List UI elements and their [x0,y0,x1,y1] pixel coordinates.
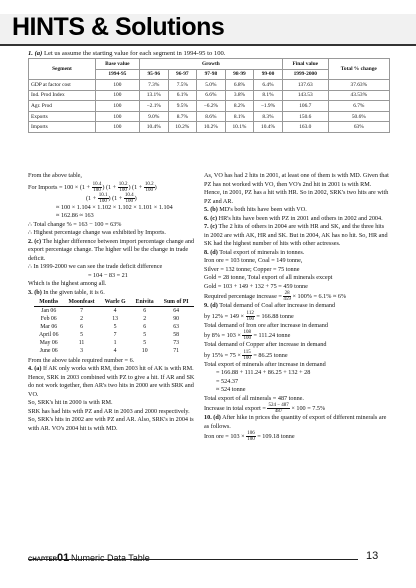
table-cell: 8.1% [225,111,253,122]
frac-num: 115 [243,349,251,355]
table-cell: 63% [328,122,389,133]
table-cell: 43.53% [328,90,389,101]
q-text: In the given table, it is 6. [43,288,105,296]
table-cell: 4 [113,307,117,314]
table-cell: 71 [173,347,180,354]
table-cell: 7 [113,331,117,338]
frac-num: 10.4 [124,192,134,198]
q-part: (b) [34,288,42,296]
frac-num: 28 [284,291,290,296]
segment-name-cell: Ind. Prod Index [29,90,96,101]
page-footer [0,548,416,588]
q10 [204,414,389,431]
text-line: Increase in total export = [204,404,266,412]
frac-num: 10.4 [92,181,102,187]
fraction [124,193,135,204]
table-cell: 8.2% [225,101,253,112]
table-cell: April 06 [39,331,59,338]
q-text: If AK only works with RM, then 2003 hit of AK is with RM. [42,365,194,372]
table-cell: 13.1% [139,90,168,101]
segment-name-cell: Agr. Prod [29,101,96,112]
page-number: 13 [366,550,379,562]
q-number: 6. [204,214,209,222]
table-cell: 143.53 [282,90,328,101]
table-cell: 10.2% [168,122,196,133]
fraction [98,193,109,204]
table-cell: 6.7% [328,101,389,112]
frac-num: 10.2 [144,181,154,187]
table-row [29,80,390,91]
q-number: 3. [28,288,33,296]
q4 [28,365,198,374]
table-cell: −2.1% [139,101,168,112]
q1-text: Let us assume the starting value for each segment in 1994-95 to 100. [43,50,226,57]
q8 [204,249,389,258]
th-year: 97-98 [196,69,225,80]
th-year: 95-96 [139,69,168,80]
table-cell: 5 [113,323,117,330]
table-row [34,339,194,347]
text-line: = 86.25 tonne [253,351,288,359]
table-cell: 10.4% [139,122,168,133]
frac-den: 100 [247,437,255,442]
q-text: HR's hits have been with PZ in 2001 and others in 2002 and 2004. [218,214,383,222]
mf-header: Enivita [131,299,159,306]
mf-header: Moonfeast [63,299,99,306]
q8-formula [204,291,389,302]
frac-den: 100 [93,187,101,193]
text-line: = 166.88 + 111.24 + 86.25 + 132 + 28 [216,369,311,376]
right-column [204,172,389,442]
frac-den: 100 [119,187,127,193]
q-part: (c) [210,214,218,222]
text-line: Hence, SRK in 2003 combined with PZ to give a hit. If AR and SK do not work together, then AR's two hits in 2000 are with SRK and VO. [28,373,195,398]
q-text: Total export of minerals in tonnes. [219,248,305,256]
table-row [34,331,194,339]
chapter-label [28,552,150,564]
th-base: Base value [95,59,139,70]
q9-formula [204,330,389,341]
fraction [283,291,291,302]
text-line: ∴ In 1999-2000 we can see the trade deficit difference [28,263,163,270]
segment-name-cell: Exports [29,111,96,122]
imports-formula-cont: (1 + $\frac{10.1}{100}$ ) (1 + $\frac{10.4}{100}$ ) [86,192,137,204]
q1-intro [28,50,225,57]
table-row [29,122,390,133]
table-cell: Jan 06 [41,307,57,314]
table-cell: 3 [80,347,83,354]
text-line: ≈ 162.86 ≈ 163 [56,212,94,219]
q10-formula [204,431,389,442]
text-line: × 100 = 7.5% [291,404,326,412]
table-cell: 10.4% [254,122,283,133]
frac-den: 487 [274,409,283,414]
frac-num: 10.1 [98,192,108,198]
table-row [29,90,390,101]
q-part: (c) [34,237,42,245]
text-line: Iron ore = 103 tonne, Coal = 149 tonne, [204,257,303,264]
table-cell: 137.63 [282,80,328,91]
table-cell: June 06 [39,347,58,354]
months-table [34,299,194,355]
table-cell: 5 [143,331,147,338]
q-number: 10. [204,414,212,421]
table-cell: 5 [80,331,83,338]
text-line: Total export of minerals after increase in demand [204,360,326,368]
q9-formula [204,311,389,322]
th-year: 98-99 [225,69,253,80]
frac-num: 112 [246,310,254,316]
text-line: by 15% = 75 × [204,351,241,359]
frac-den: 100 [99,198,107,204]
fraction [242,330,252,341]
table-cell: 4 [113,347,117,354]
q-number: 4. [28,365,33,372]
table-row [34,347,194,355]
text-line: Required percentage increase = [204,292,282,300]
q-part: (b) [210,206,218,213]
table-cell: 10.2% [196,122,225,133]
mf-header: Sum of PI [159,299,194,306]
frac-den: 100 [125,198,133,204]
text-line: = 166.88 tonne [256,312,294,320]
left-column [28,172,198,433]
q-number: 7. [204,223,209,230]
table-cell: 6 [143,323,147,330]
table-row [34,315,194,323]
text-line: From the above table, [28,172,82,179]
q-text: Total demand of Coal after increase in demand [219,302,336,309]
text-line: Total export of all minerals = 487 tonne. [204,394,304,402]
th-year: 99-00 [254,69,283,80]
table-cell: May 06 [39,339,58,346]
imports-formula: For Imports = 100 × (1 + $\frac{10.4}{100}$ ) (1 + $\frac{10.2}{100}$ ) (1 + $\frac{10.2}{100}$ ) [28,181,157,193]
th-final: Final value [282,59,328,70]
table-cell: 100 [95,80,139,91]
table-cell: 6.8% [225,80,253,91]
chapter-number: 01 [57,552,70,564]
fraction [144,182,155,193]
text-line: Iron ore = 103 × [204,432,245,440]
q-part: (c) [210,223,218,230]
q9-formula [204,350,389,361]
table-cell: 150.6 [282,111,328,122]
text-line: by 8% = 103 × [204,331,241,339]
q-number: 8. [204,248,209,256]
growth-table [28,58,390,133]
table-cell: 7 [80,307,83,314]
table-cell: 106.7 [282,101,328,112]
table-cell: 163.0 [282,122,328,133]
table-cell: 90 [173,315,180,322]
q2 [28,238,198,264]
text-line: ∴ Highest percentage change was exhibited by Imports. [28,229,166,236]
q9 [204,302,389,311]
table-cell: 5 [143,339,147,346]
q-number: 5. [204,206,209,213]
table-cell: 63 [173,323,180,330]
segment-name-cell: GDP at factor cost [29,80,96,91]
table-cell: 7.5% [168,80,196,91]
q1-number: 1. [28,50,33,57]
mf-header: Warle G [100,299,131,306]
table-cell: 58 [173,331,180,338]
frac-den: 100 [145,187,153,193]
q-part: (a) [34,365,42,372]
chapter-word: CHAPTER [28,557,58,563]
text-line: × 100% = 6.1% ≈ 6% [292,292,347,300]
table-cell: 11 [78,339,85,346]
table-cell: 8.3% [254,111,283,122]
table-cell: 100 [95,90,139,101]
frac-num: 108 [243,330,251,335]
q9-formula [204,403,389,414]
table-cell: 2 [80,315,83,322]
table-cell: 64 [173,307,180,314]
table-cell: 50.6% [328,111,389,122]
table-cell: 9.5% [168,101,196,112]
fraction [118,182,129,193]
page-title: HINTS & Solutions [12,13,225,41]
fraction [92,182,103,193]
th-segment: Segment [29,59,96,80]
table-cell: 6 [143,307,147,314]
table-cell: 7.3% [139,80,168,91]
text-line: Gold = 28 tonne, Total export of all minerals except [204,274,333,281]
table-cell: 6 [80,323,83,330]
table-cell: 6.1% [168,90,196,101]
table-cell: −6.2% [196,101,225,112]
q6 [204,215,389,224]
q-part: (d) [210,302,218,309]
th-growth: Growth [139,59,282,70]
table-cell: 13 [112,315,119,322]
table-cell: Mar 06 [40,323,58,330]
chapter-name: Numeric Data Table [70,553,150,563]
table-cell: 100 [95,111,139,122]
text-line: ∴ Total change % = 163 − 100 = 63% [28,220,122,228]
frac-den: 100 [243,355,251,361]
frac-num: 524 − 487 [268,403,289,408]
text-line: ≈ 524 tonne [216,386,246,393]
table-cell: 8.6% [196,111,225,122]
table-cell: 3.8% [225,90,253,101]
text-line: Gold = 103 + 149 + 132 + 75 = 459 tonne [204,282,308,290]
text-line: = 104 − 83 = 21 [88,271,128,279]
footer-rule [28,559,358,560]
text-line: So, SRK's hit in 2000 is with RM. [28,399,113,406]
frac-den: 459 [283,297,291,302]
q1-part: (a) [34,50,43,57]
table-cell: 1 [113,339,117,346]
q-text: MD's both hits have been with VO. [219,206,307,213]
text-line: = 524.37 [216,377,239,385]
text-line: From the above table required number = 6. [28,356,135,364]
table-cell: 9.0% [139,111,168,122]
segment-name-cell: Imports [29,122,96,133]
th-year: 1999-2000 [282,69,328,80]
frac-den: 100 [246,316,254,322]
table-cell: 5.0% [196,80,225,91]
table-cell: 6.4% [254,80,283,91]
frac-num: 10.2 [118,181,128,187]
table-row [34,306,194,315]
text-line: = 111.24 tonne [253,331,291,339]
th-total: Total % change [328,59,389,80]
q-number: 9. [204,302,209,309]
table-cell: −1.9% [254,101,283,112]
table-cell: 100 [95,101,139,112]
frac-num: 106 [247,431,255,436]
table-cell: 73 [173,339,180,346]
table-cell: 100 [95,122,139,133]
table-cell: 8.7% [168,111,196,122]
q-part: (d) [213,414,221,421]
text-line: ≈ 100 × 1.104 × 1.102 × 1.102 × 1.101 × 1.104 [56,203,173,211]
q-text: The higher difference between import percentage change and export percentage change. The higher will be the change in trade deficit. [28,237,195,262]
q-number: 2. [28,237,33,245]
q-part: (d) [210,248,218,256]
table-cell: 2 [143,315,147,322]
mf-header: Months [34,299,63,306]
q-text: The 2 hits of others in 2004 are with HR and SK, and the three hits in 2002 are with AK, HR and SK. But in 2004, AK has no hit. So, HR and SK had the highest number of hits with other actresses. [204,223,388,247]
text-line: As, VO has had 2 hits in 2001, at least one of them is with MD. Given that PZ has not worked with VO, then VO's 2nd hit in 2001 is with RM. Hence, in 2001, PZ has a hit with HR. So in 2002, SRK's two hits are with PZ and AR. [204,172,389,205]
text-line: Total demand of Copper after increase in demand [204,341,327,348]
fraction [242,350,251,361]
table-cell: 8.1% [254,90,283,101]
th-year: 96-97 [168,69,196,80]
text-line: Total demand of Iron ore after increase in demand [204,321,328,329]
table-row [29,111,390,122]
th-year: 1994-95 [95,69,139,80]
frac-den: 100 [243,336,251,341]
text-line: For Imports = 100 × [28,183,79,191]
table-cell: 10 [141,347,148,354]
text-line: Silver = 132 tonne; Copper = 75 tonne [204,265,300,273]
table-row [34,323,194,331]
table-row [29,101,390,112]
text-line: = 109.18 tonne [257,432,295,440]
q3 [28,289,198,298]
q-text: After hike in prices the quantity of export of different minerals are as follows. [204,414,387,430]
table-cell: 6.6% [196,90,225,101]
table-cell: 37.63% [328,80,389,91]
text-line: SRK has had hits with PZ and AR in 2003 and 2000 respectively. So, SRK's hits in 2002 are with PZ and AR. Also, SRK's in 2004 is with AR. VO's 2004 hit is with MD. [28,407,194,432]
fraction [246,431,256,442]
q7 [204,223,389,249]
text-line: Which is the highest among all. [28,280,107,287]
table-cell: Feb 06 [40,315,57,322]
fraction [246,311,255,322]
text-line: by 12% = 149 × [204,312,244,320]
table-cell: 10.1% [225,122,253,133]
fraction [267,403,289,414]
q5 [204,206,389,215]
